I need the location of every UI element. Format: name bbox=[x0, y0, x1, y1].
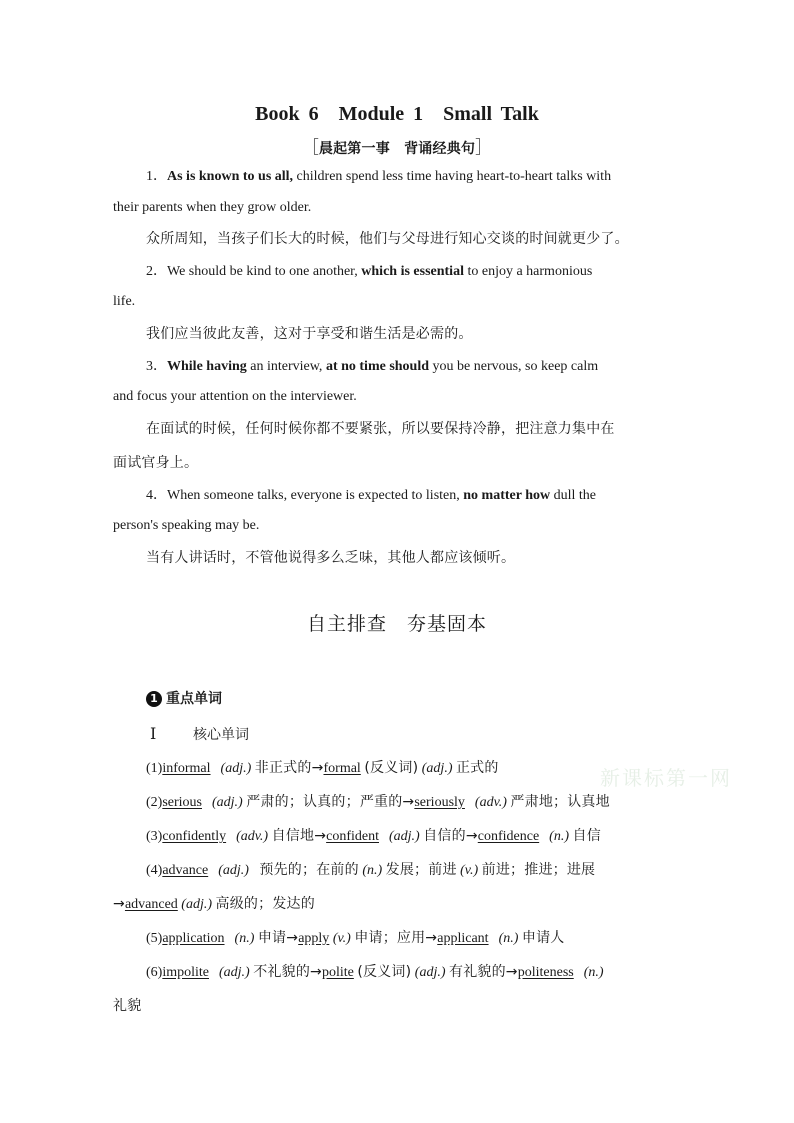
meaning: 申请；应用→ bbox=[354, 930, 438, 946]
meaning: 非正式的→ bbox=[254, 760, 324, 776]
sentence-3-translation-1: 在面试的时候，任何时候你都不要紧张，所以要保持冷静，把注意力集中在 bbox=[146, 421, 615, 437]
key-phrase: As is known to us all, bbox=[167, 169, 294, 184]
sentence-4-translation: 当有人讲话时，不管他说得多么乏味，其他人都应该倾听。 bbox=[146, 550, 516, 566]
sentence-1-line-1 bbox=[146, 167, 679, 187]
word-class: (v.) bbox=[332, 931, 351, 946]
answer-blank: advanced bbox=[124, 897, 178, 912]
answer-blank: impolite bbox=[162, 965, 209, 980]
key-phrase: which is essential bbox=[361, 264, 464, 279]
word-class: (adj.) bbox=[414, 965, 446, 980]
arrow: → bbox=[113, 896, 125, 912]
word-item-4-line-1 bbox=[146, 860, 679, 881]
sentence-4-line-1 bbox=[146, 486, 679, 506]
word-class: (adj.) bbox=[219, 965, 250, 980]
item-number: (2) bbox=[146, 795, 163, 810]
item-number: (4) bbox=[146, 863, 163, 878]
meaning: 发展；前进 bbox=[385, 862, 457, 878]
sentence-number: 2． bbox=[146, 264, 167, 279]
sentence-text: to enjoy a harmonious bbox=[463, 264, 593, 279]
word-class: (adj.) bbox=[181, 897, 213, 912]
sentence-1-line-2: their parents when they grow older. bbox=[113, 200, 312, 215]
answer-blank: confidence bbox=[477, 829, 540, 844]
sentence-text: When someone talks, everyone is expected to listen, bbox=[167, 488, 464, 503]
answer-blank: advance bbox=[162, 863, 209, 878]
meaning: 自信 bbox=[572, 828, 601, 844]
sentence-3-translation-2: 面试官身上。 bbox=[113, 455, 199, 471]
item-number: (3) bbox=[146, 829, 163, 844]
sentence-text: We should be kind to one another, bbox=[167, 264, 362, 279]
subtitle-text: 晨起第一事 背诵经典句 bbox=[318, 141, 476, 157]
answer-blank: confidently bbox=[162, 829, 227, 844]
meaning: 前进；推进；进展 bbox=[481, 862, 596, 878]
sentence-2-line-1 bbox=[146, 262, 679, 282]
meaning: 自信的→ bbox=[423, 828, 478, 844]
sentence-2-translation: 我们应当彼此友善，这对于享受和谐生活是必需的。 bbox=[146, 326, 473, 342]
word-class: (n.) bbox=[498, 931, 519, 946]
roman-numeral: Ⅰ bbox=[150, 726, 157, 743]
meaning: 正式的 bbox=[455, 760, 499, 776]
subsection-label: 核心单词 bbox=[193, 727, 249, 743]
word-class: (adv.) bbox=[236, 829, 269, 844]
word-class: (adv.) bbox=[474, 795, 507, 810]
answer-blank: applicant bbox=[437, 931, 489, 946]
word-item-5 bbox=[146, 928, 679, 949]
word-item-2 bbox=[146, 792, 679, 813]
word-class: (n.) bbox=[362, 863, 383, 878]
sentence-1-translation: 众所周知，当孩子们长大的时候，他们与父母进行知心交谈的时间就更少了。 bbox=[146, 231, 629, 247]
watermark: 新课标第一网 bbox=[600, 766, 732, 790]
page-title: Book 6 Module 1 Small Talk bbox=[255, 103, 539, 125]
meaning: (反义词) bbox=[357, 964, 412, 980]
answer-blank: formal bbox=[323, 761, 361, 776]
answer-blank: seriously bbox=[414, 795, 465, 810]
page-subtitle bbox=[0, 133, 794, 158]
meaning: 自信地→ bbox=[271, 828, 327, 844]
word-item-3 bbox=[146, 826, 679, 847]
word-class: (n.) bbox=[234, 931, 255, 946]
word-class: (adj.) bbox=[220, 761, 252, 776]
meaning: 有礼貌的→ bbox=[449, 964, 518, 980]
answer-blank: apply bbox=[298, 931, 330, 946]
sentence-text: you be nervous, so keep calm bbox=[429, 359, 599, 374]
sentence-text: children spend less time having heart-to-heart talks with bbox=[293, 169, 612, 184]
word-class: (adj.) bbox=[421, 761, 453, 776]
meaning: 高级的；发达的 bbox=[215, 896, 315, 912]
word-item-6 bbox=[146, 962, 679, 983]
answer-blank: informal bbox=[162, 761, 211, 776]
sentence-3-line-1 bbox=[146, 357, 679, 377]
sentence-number: 1． bbox=[146, 169, 167, 184]
part-heading-text: 重点单词 bbox=[166, 691, 222, 707]
item-number: (5) bbox=[146, 931, 163, 946]
answer-blank: serious bbox=[162, 795, 202, 810]
sentence-3-line-2: and focus your attention on the interviewer. bbox=[113, 389, 357, 404]
answer-blank: application bbox=[162, 931, 225, 946]
key-phrase: While having bbox=[167, 359, 247, 374]
answer-blank: polite bbox=[321, 965, 354, 980]
word-class: (n.) bbox=[549, 829, 569, 844]
sentence-4-line-2: person's speaking may be. bbox=[113, 518, 260, 533]
bracket-close: ］ bbox=[475, 138, 493, 157]
sentence-text: an interview, bbox=[246, 359, 326, 374]
number-badge-icon: 1 bbox=[146, 691, 162, 707]
section-title: 自主排查 夯基固本 bbox=[306, 613, 487, 635]
bracket-open: ［ bbox=[301, 138, 319, 157]
answer-blank: politeness bbox=[517, 965, 574, 980]
sentence-number: 4． bbox=[146, 488, 167, 503]
word-class: (adj.) bbox=[389, 829, 420, 844]
meaning: 严肃的；认真的；严重的→ bbox=[246, 794, 415, 810]
word-class: (v.) bbox=[460, 863, 479, 878]
meaning: 申请人 bbox=[521, 930, 565, 946]
meaning: (反义词) bbox=[364, 760, 419, 776]
word-class: (adj.) bbox=[218, 863, 249, 878]
part-heading bbox=[146, 688, 222, 708]
sentence-2-line-2: life. bbox=[113, 294, 136, 309]
meaning: 申请→ bbox=[257, 930, 299, 946]
key-phrase: no matter how bbox=[463, 488, 551, 503]
meaning: 严肃地；认真地 bbox=[510, 794, 610, 810]
word-item-4-line-2 bbox=[113, 894, 679, 915]
word-item-6-line-2: 礼貌 bbox=[113, 998, 142, 1014]
word-class: (n.) bbox=[583, 965, 604, 980]
item-number: (1) bbox=[146, 761, 163, 776]
answer-blank: confident bbox=[326, 829, 379, 844]
sentence-text: dull the bbox=[550, 488, 596, 503]
sentence-number: 3． bbox=[146, 359, 167, 374]
key-phrase: at no time should bbox=[325, 359, 430, 374]
meaning: 预先的；在前的 bbox=[259, 862, 359, 878]
word-class: (adj.) bbox=[212, 795, 243, 810]
item-number: (6) bbox=[146, 965, 163, 980]
meaning: 不礼貌的→ bbox=[253, 964, 322, 980]
